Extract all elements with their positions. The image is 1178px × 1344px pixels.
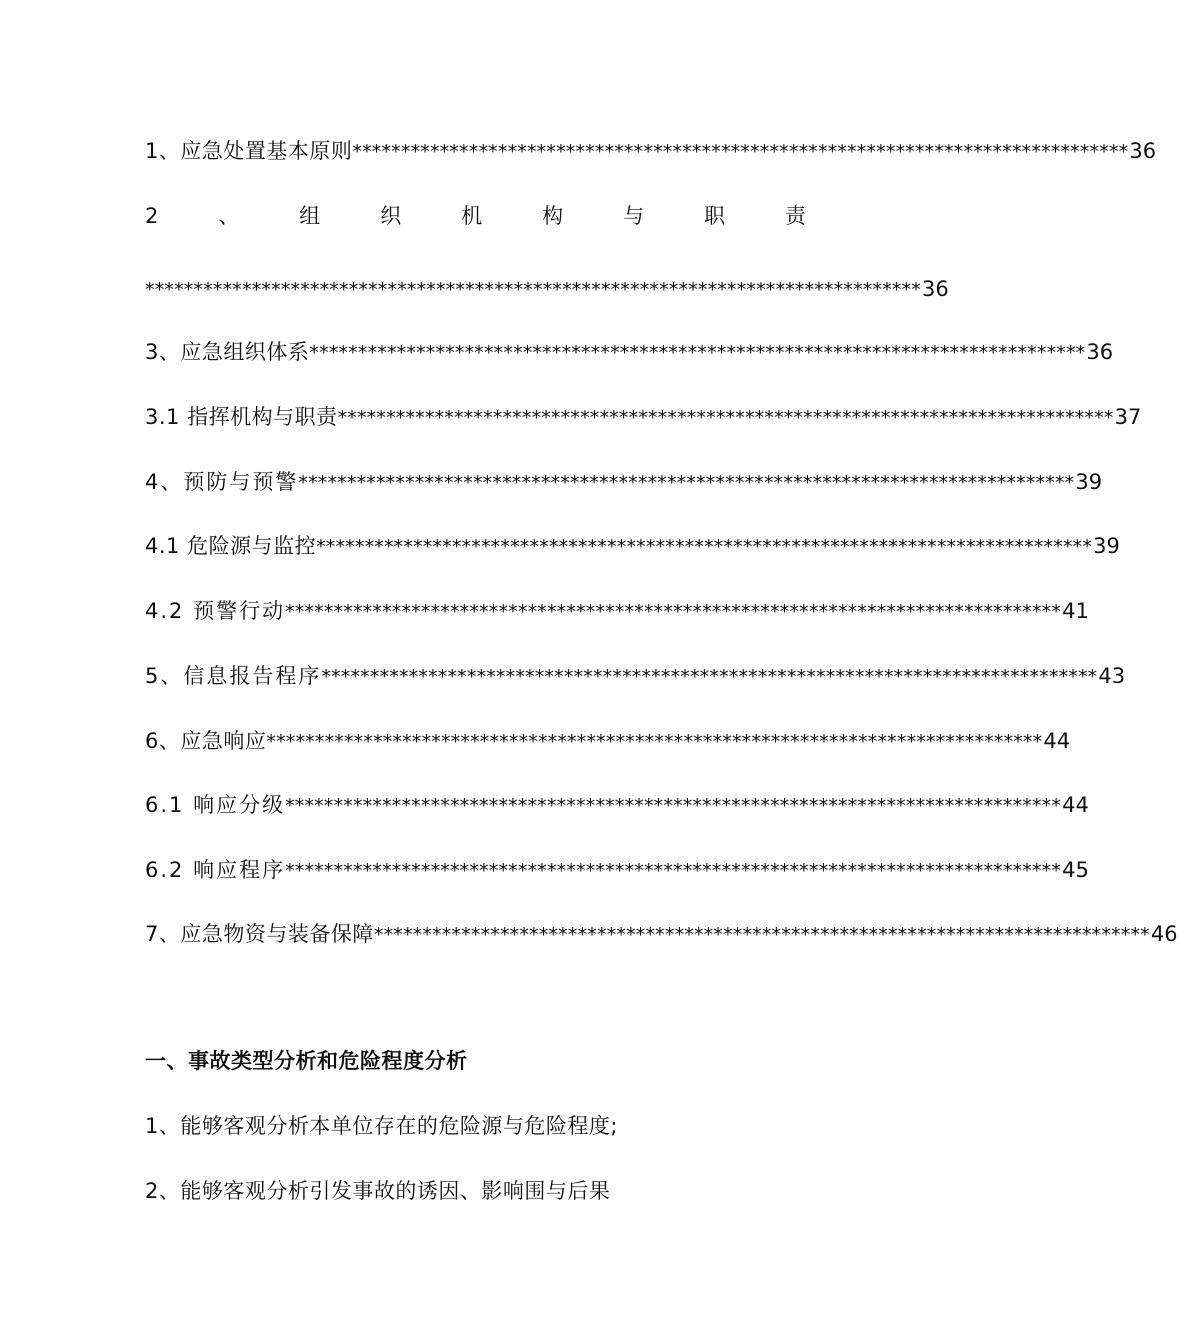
toc-entry[interactable] [145,337,1114,368]
toc-leader: ******************************************************************************** [285,795,1062,817]
toc-leader: ******************************************************************************** [321,666,1098,688]
toc-entry[interactable] [145,726,1071,757]
toc-entry-label: 4、预防与预警 [145,470,299,494]
toc-entry-label: 3.1 指挥机构与职责 [145,405,338,429]
toc-char: 构 [542,204,564,228]
toc-leader: ******************************************************************************** [352,141,1129,163]
section-heading: 一、事故类型分析和危险程度分析 [145,1049,468,1073]
toc-leader: ******************************************************************************** [337,407,1114,429]
toc-leader: ******************************************************************************** [309,342,1086,364]
toc-page-number: 43 [1098,664,1126,688]
toc-page-number: 44 [1062,793,1089,817]
toc-leader: ******************************************************************************** [266,731,1043,753]
toc-entry-label: 7、应急物资与装备保障 [145,922,374,946]
toc-entry-label: 6.2 响应程序 [145,858,286,882]
toc-char: 责 [785,204,806,228]
toc-char: 2 [145,204,159,228]
toc-entry-label: 3、应急组织体系 [145,340,310,364]
toc-entry[interactable] [145,661,1126,692]
toc-char: 与 [623,204,645,228]
toc-entry[interactable] [145,596,1089,627]
toc-leader: ******************************************************************************** [298,472,1075,494]
toc-entry-continuation[interactable] [145,274,949,305]
toc-char: 织 [380,204,402,228]
section-item: 1、能够客观分析本单位存在的危险源与危险程度; [145,1114,618,1138]
toc-entry[interactable] [145,467,1103,498]
toc-leader: ******************************************************************************** [285,860,1062,882]
toc-char: 职 [704,204,726,228]
toc-page-number: 41 [1062,599,1089,623]
toc-entry[interactable] [145,136,1157,167]
toc-page-number: 39 [1075,470,1103,494]
toc-char: 组 [299,204,321,228]
toc-leader: ******************************************************************************** [373,924,1150,946]
toc-page-number: 39 [1093,534,1120,558]
toc-page-number: 45 [1062,858,1089,882]
toc-page-number: 36 [1086,340,1114,364]
toc-entry[interactable] [145,790,1089,821]
toc-page-number: 36 [1129,139,1157,163]
toc-leader: ******************************************************************************** [145,279,921,301]
toc-entry-label: 6.1 响应分级 [145,793,286,817]
toc-leader: ******************************************************************************** [316,536,1093,558]
toc-entry-label: 6、应急响应 [145,729,267,753]
toc-leader: ******************************************************************************** [285,601,1062,623]
toc-entry-label: 4.1 危险源与监控 [145,534,317,558]
toc-entry[interactable] [145,855,1089,886]
toc-entry-label: 5、信息报告程序 [145,664,322,688]
toc-char: 机 [461,204,483,228]
toc-page-number: 36 [922,277,949,301]
toc-page-number: 46 [1150,922,1178,946]
section-item: 2、能够客观分析引发事故的诱因、影响围与后果 [145,1179,611,1203]
toc-entry-label: 1、应急处置基本原则 [145,139,353,163]
toc-page-number: 44 [1043,729,1071,753]
toc-entry[interactable] [145,402,1142,433]
toc-entry[interactable] [145,919,1178,950]
toc-entry[interactable] [145,531,1120,562]
toc-entry-label: 4.2 预警行动 [145,599,286,623]
toc-entry-justified[interactable] [145,201,806,231]
toc-char: 、 [218,204,240,228]
toc-page-number: 37 [1114,405,1142,429]
